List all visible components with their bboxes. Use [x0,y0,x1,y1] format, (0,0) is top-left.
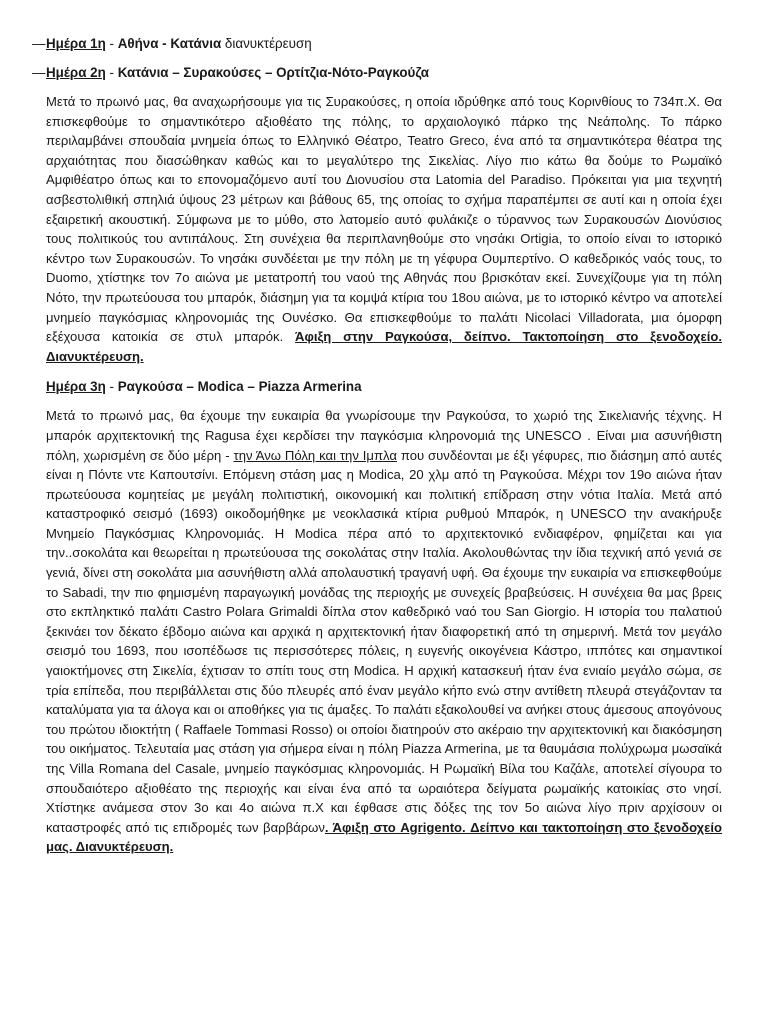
day2-closing: Άφιξη στην Ραγκούσα, δείπνο. Τακτοποίηση στο ξενοδοχείο. Διανυκτέρευση. [46,329,722,364]
day1-separator: - [105,36,118,51]
day1-label: Ημέρα 1η [46,36,106,51]
day2-body: Μετά το πρωινό μας, θα αναχωρήσουμε για τις Συρακούσες, η οποία ιδρύθηκε από τους Κορινθίους το 734π.Χ. Θα επισκεφθούμε το σημαντικότερο αξιοθέατο της πόλης, το αρχαιολογικό πάρκο της Νεάπολης. Το πάρκο περιλαμβάνει σπουδαία μνημεία όπως το Ελληνικό Θέατρο, Teatro Greco, ένα από τα σημαντικότερα θέατρα της αρχαιότητας που διασώθηκαν καθώς και το μεγαλύτερο της Σικελίας. Λίγο πιο κάτω θα δούμε το Ρωμαϊκό Αμφιθέατρο όπως και το επονομαζόμενο αυτί του Διονυσίου στα Latomia del Paradiso. Πρόκειται για μια τεχνητή ασβεστολιθική σπηλιά ύψους 23 μέτρων και βάθους 65, της οποίας το σχήμα παραπέμπει σε αυτί και η οποία έχει εξαιρετική ακουστική. Σύμφωνα με το μύθο, στο λατομείο αυτό φυλάκιζε ο τύραννος των Συρακουσών Διονύσιος τους πολιτικούς του αντιπάλους. Στη συνέχεια θα περιπλανηθούμε στο νησάκι Ortigia, το οποίο είναι το ιστορικό κέντρο των Συρακουσών. Το νησάκι συνδέεται με την πόλη με τη γέφυρα Ουμπερτίνο. Ο καθεδρικός ναός τους, το Duomo, χτίστηκε τον 7ο αιώνα με μετατροπή του ναού της Αθηνάς που βρισκόταν εκεί. Συνεχίζουμε για τη πόλη Νότο, την πρωτεύουσα του μπαρόκ, διάσημη για τα κομψά κτίρια του 18ου αιώνα, με το ιστορικό κέντρο να αποτελεί μνημείο παγκόσμιας κληρονομιάς της Ουνέσκο. Θα επισκεφθούμε το παλάτι Nicolaci Villadorata, μια όμορφη εξέχουσα κατοικία σε στυλ μπαρόκ. [46,94,722,345]
day1-heading [32,34,722,53]
day1-route: Αθήνα - Κατάνια [117,36,222,51]
itinerary-document [32,34,722,868]
day2-dash: — [32,65,46,80]
day3-upper-town-link: την Άνω Πόλη και την Ιμπλα [233,447,397,463]
day3-body-a: Μετά το πρωινό μας, θα έχουμε την ευκαιρία θα γνωρίσουμε την Ραγκούσα, το χωριό της Σικελιανής τέχνης. Η μπαρόκ αρχιτεκτονική της Ragusa έχει κερδίσει την παγκόσμια κληρονομιά της UNESCO . Είναι μια ασυνήθιστη πόλη, χωρισμένη σε δύο μέρη - [46,408,722,463]
day2-route: Κατάνια – Συρακούσες – Ορτίτζια-Νότο-Ραγκούζα [117,65,429,80]
day2-separator: - [105,65,118,80]
day3-separator: - [105,379,118,395]
day3-label: Ημέρα 3η [46,379,106,395]
day3-description [46,406,722,857]
day3-body-b: που συνδέονται με έξι γέφυρες, πιο διάσημη από αυτές είναι η Πόντε ντε Καπουτσίνι. Επόμενη στάση μας η Modica, 20 χλμ από τη Ραγκούσα. Μέχρι τον 19ο αιώνα ήταν πρωτεύουσα κομητείας με μεγάλη πολιτιστική, οικονομική και πολιτική επίδραση στην νότια Ιταλία. Μετά από καταστροφικό σεισμό (1693) οικοδομήθηκε με νεοκλασικά κτίρια ρυθμού Μπαρόκ, η UNESCO την ανακήρυξε Μνημείο Παγκόσμιας Κληρονομιάς. Η Modica πέρα από το αρχιτεκτονικό ενδιαφέρον, φημίζεται και για την..σοκολάτα και θεωρείται η πρωτεύουσα της σοκολάτας στην Ιταλία. Ακολουθώντας την ίδια τεχνική από γενιά σε γενιά, δίνει στη σοκολάτα μια ασυνήθιστη αλλά απολαυστική τραγανή υφή. Θα έχουμε την ευκαιρία να επισκεφθούμε το Sabadi, την πιο φημισμένη παραγωγική μονάδας της περιοχής με συνεχείς βραβεύσεις. Η συνέχεια θα μας βρεις στο εκπληκτικό παλάτι Castro Polara Grimaldi δίπλα στον καθεδρικό ναό του San Giorgio. Η ιστορία του παλατιού ξεκινάει τον δέκατο έβδομο αιώνα και αρχικά η αρχιτεκτονική ήταν διαφορετική από τη σημερινή. Μετά τον μεγάλο σεισμό του 1693, που ισοπέδωσε τις περισσότερες πόλεις, η ευγενής οικογένεια Κάστρο, ιππότες και σημαντικοί γαιοκτήμονες στη Σικελία, έχτισαν το σπίτι τους στη Modica. Η αρχική κατασκευή ήταν ένα ενιαίο μεγάλο σώμα, σε τρία επίπεδα, που περιβάλλεται στις δύο πλευρές από έναν μεγάλο κήπο ενώ στην αντίθετη πλευρά στεγάζονταν τα καταλύματα για τα άλογα και οι αποθήκες για τις άμαξες. Το παλάτι εξακολουθεί να ανήκει στους άμεσους απογόνους του πρώτου ιδιοκτήτη ( Raffaele Tommasi Rosso) οι οποίοι διατηρούν στο ακέραιο την αρχιτεκτονική και διακόσμηση του οικήματος. Τελευταία μας στάση για σήμερα είναι η πόλη Piazza Armerina, με τα θαυμάσια πολύχρωμα μωσαϊκά της Villa Romana del Casale, μνημείο παγκόσμιας κληρονομιάς. Η Ρωμαϊκή Βίλα του Καζάλε, αποτελεί σίγουρα το σπουδαιότερο αξιοθέατο της περιοχής και είναι ένα από τα ωραιότερα δείγματα ρωμαϊκής κατοικίας στο νησί. Χτίστηκε ανάμεσα στον 3ο και 4ο αιώνα π.Χ και έφθασε στις δόξες της τον 5ο αιώνα λίγο πριν αρχίσουν οι καταστροφές από τις επιδρομές των βαρβάρων [46,447,722,835]
day2-label: Ημέρα 2η [46,65,106,80]
day3-route: Ραγκούσα – Modica – Piazza Armerina [117,379,362,395]
day3-heading [46,377,722,396]
day2-heading [32,63,722,82]
day2-description [46,92,722,366]
day1-suffix: διανυκτέρευση [221,36,312,51]
day3-closing: . Άφιξη στο Agrigento. Δείπνο και τακτοποίηση στο ξενοδοχείο μας. Διανυκτέρευση. [46,819,722,855]
day1-dash: — [32,36,46,51]
